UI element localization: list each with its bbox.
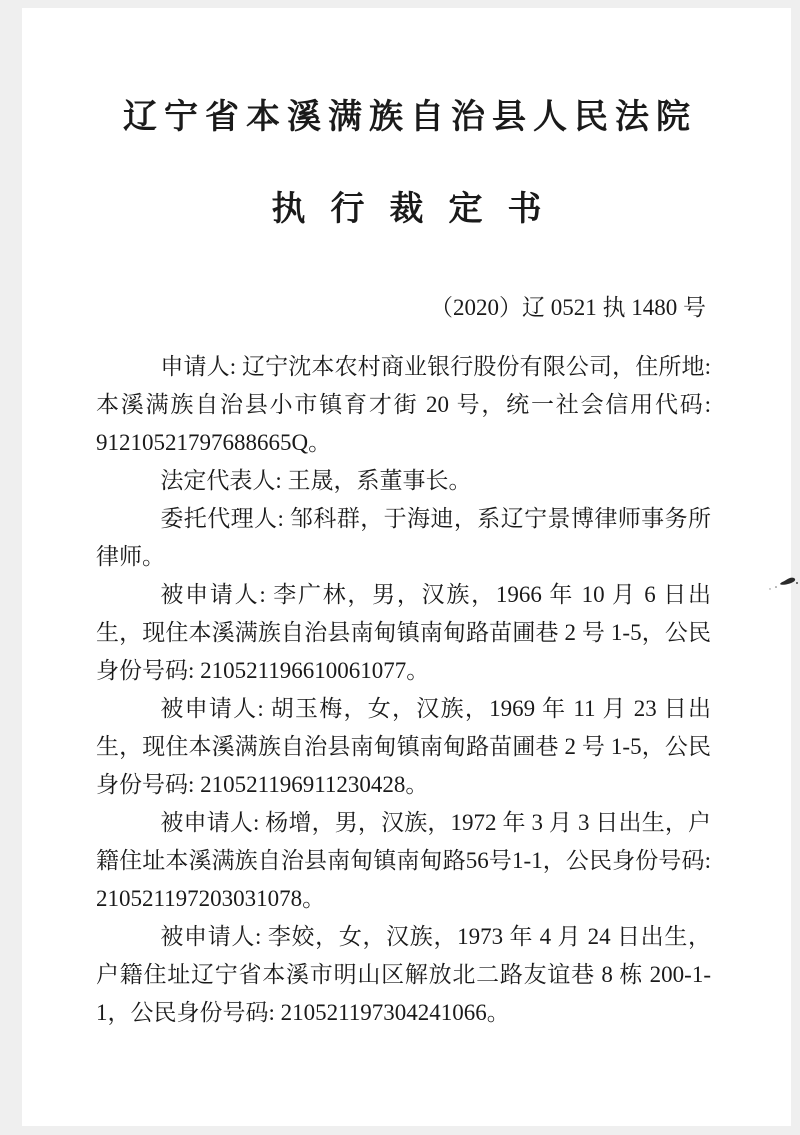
paragraph-respondent-2: 被申请人: 胡玉梅，女，汉族，1969 年 11 月 23 日出生，现住本溪满族自治县南甸镇南甸路苗圃巷 2 号 1-5，公民身份号码: 210521196911230428。 <box>96 696 711 797</box>
paragraph-respondent-3: 被申请人: 杨增，男，汉族，1972 年 3 月 3 日出生，户籍住址本溪满族自治县南甸镇南甸路56号1-1，公民身份号码: 210521197203031078。 <box>96 810 711 911</box>
paragraph-attorneys: 委托代理人: 邹科群，于海迪，系辽宁景博律师事务所律师。 <box>96 506 711 569</box>
document-body <box>22 348 791 1032</box>
ink-smudge-icon <box>766 570 800 598</box>
document-page <box>22 8 791 1126</box>
paragraph-applicant: 申请人: 辽宁沈本农村商业银行股份有限公司，住所地: 本溪满族自治县小市镇育才街 20 号，统一社会信用代码: 91210521797688665Q。 <box>96 354 711 455</box>
case-number: （2020）辽 0521 执 1480 号 <box>430 295 706 320</box>
paragraph-legal-representative: 法定代表人: 王晟，系董事长。 <box>160 468 472 493</box>
paragraph-respondent-1: 被申请人: 李广林，男，汉族，1966 年 10 月 6 日出生，现住本溪满族自治县南甸镇南甸路苗圃巷 2 号 1-5，公民身份号码: 210521196610061077。 <box>96 582 711 683</box>
court-name: 辽宁省本溪满族自治县人民法院 <box>123 99 697 136</box>
document-title: 执行裁定书 <box>271 191 567 228</box>
paragraph-respondent-4: 被申请人: 李姣，女，汉族，1973 年 4 月 24 日出生，户籍住址辽宁省本溪市明山区解放北二路友谊巷 8 栋 200-1-1，公民身份号码: 210521197304241066。 <box>96 924 711 1025</box>
